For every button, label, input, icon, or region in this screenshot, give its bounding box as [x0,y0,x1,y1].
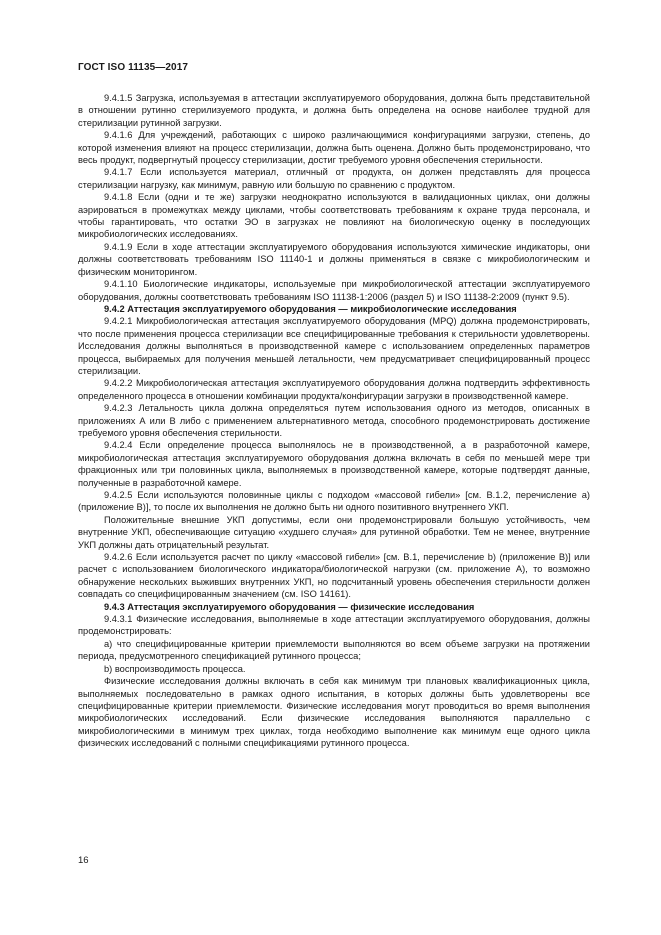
paragraph-9-4-3-1: 9.4.3.1 Физические исследования, выполняемые в ходе аттестации эксплуатируемого оборудования, должны продемонстрировать: [78,614,590,637]
paragraph-9-4-1-10: 9.4.1.10 Биологические индикаторы, используемые при микробиологической аттестации эксплуатируемого оборудования, должны соответствовать требованиям ISO 11138-1:2006 (раздел 5) и ISO 11138-2:2009 (пункт 9.5). [78,279,590,302]
paragraph-9-4-1-9: 9.4.1.9 Если в ходе аттестации эксплуатируемого оборудования используются химические индикаторы, они должны соответствовать требованиям ISO 11140-1 и должны применяться в связке с микробиологическим и физическим мониторингом. [78,241,590,277]
section-heading-9-4-2: 9.4.2 Аттестация эксплуатируемого оборудования — микробиологические исследования [104,303,517,314]
paragraph-9-4-2-5: 9.4.2.5 Если используются половинные циклы с подходом «массовой гибели» [см. В.1.2, перечисление a) (приложение В)], то после их выполнения не должно быть ни одного позитивного внутреннего УКП. [78,490,590,513]
list-item-a: a) что специфицированные критерии приемлемости выполняются во всем объеме загрузки на протяжении периода, предусмотренного спецификацией рутинного процесса; [78,638,590,662]
paragraph-physical-studies: Физические исследования должны включать в себя как минимум три плановых квалификационных цикла, выполняемых последовательно в рамках одного испытания, в которых должны быть удовлетворены все специфицированные критерии приемлемости. Физические исследования могут проводиться во время выполнения микробиологических исследований. Если физические исследования выполняются параллельно с микробиологическими в минимум трех циклах, тогда необходимо выполнение как минимум еще одного цикла физических исследований с полными спецификациями рутинного процесса. [78,676,590,749]
paragraph-9-4-2-6: 9.4.2.6 Если используется расчет по циклу «массовой гибели» [см. В.1, перечисление b) (приложение В)] или расчет с использованием биологического индикатора/биологической нагрузки (см. приложение А), то возможно обнаружение нескольких выживших внутренних УКП, но подсчитанный уровень обеспечения стерильности должен совпадать со специфицированным значением (см. ISO 14161). [78,552,590,600]
paragraph-9-4-1-6: 9.4.1.6 Для учреждений, работающих с широко различающимися конфигурациями загрузки, степень, до которой изменения влияют на процесс стерилизации, должна быть оценена. Должно быть продемонстрировано, что весь продукт, подвергнутый процессу стерилизации, достиг требуемого уровня обеспечения стерильности. [78,130,590,166]
section-heading-9-4-3: 9.4.3 Аттестация эксплуатируемого оборудования — физические исследования [104,601,475,612]
paragraph-9-4-1-7: 9.4.1.7 Если используется материал, отличный от продукта, он должен представлять для процесса стерилизации нагрузку, как минимум, равную или большую по сравнению с продуктом. [78,167,590,190]
paragraph-9-4-1-5: 9.4.1.5 Загрузка, используемая в аттестации эксплуатируемого оборудования, должна быть представительной в отношении рутинно стерилизуемого продукта, и должна быть определена на основе наиболее трудной для стерилизации рутинной загрузки. [78,93,590,128]
paragraph-9-4-2-5-note: Положительные внешние УКП допустимы, если они продемонстрировали большую устойчивость, чем внутренние УКП, обеспечивающие ситуацию «худшего случая» для рутинной обработки. Тем не менее, внутренние УКП должны дать отрицательный результат. [78,514,590,550]
paragraph-9-4-2-4: 9.4.2.4 Если определение процесса выполнялось не в производственной, а в разработочной камере, микробиологическая аттестация эксплуатируемого оборудования должна включать в себя по меньшей мере три фракционных или три половинных цикла, выполняемых в производственной камере, которые подтвердят данные, полученные в разработочной камере. [78,440,590,488]
paragraph-9-4-2-1: 9.4.2.1 Микробиологическая аттестация эксплуатируемого оборудования (MPQ) должна продемонстрировать, что после применения процесса стерилизации все специфицированные требования к стерильности удовлетворены. Исследования должны выполняться в производственной камере с использованием определенных параметров процесса, выбираемых для получения меньшей летальности, чем предусматривает специфицированный процесс стерилизации. [78,316,590,376]
paragraph-9-4-2-2: 9.4.2.2 Микробиологическая аттестация эксплуатируемого оборудования должна подтвердить эффективность определенного процесса в отношении комбинации продукта/конфигурации загрузки в производственной камере. [78,378,590,401]
document-body [78,92,590,750]
list-item-b: b) воспроизводимость процесса. [104,663,246,674]
standard-header: ГОСТ ISO 11135—2017 [78,62,189,73]
paragraph-9-4-2-3: 9.4.2.3 Летальность цикла должна определяться путем использования одного из методов, описанных в приложениях А или В либо с применением альтернативного метода, способного продемонстрировать достижение требуемого уровня обеспечения стерильности. [78,403,590,438]
paragraph-9-4-1-8: 9.4.1.8 Если (одни и те же) загрузки неоднократно используются в валидационных циклах, они должны аэрироваться в промежутках между циклами, чтобы соответствовать требованиям к охране труда персонала, и чтобы гарантировать, что остатки ЭО в загрузках не повлияют на биологическую оценку в последующих микробиологических исследованиях. [78,192,590,240]
page-number: 16 [78,855,89,866]
